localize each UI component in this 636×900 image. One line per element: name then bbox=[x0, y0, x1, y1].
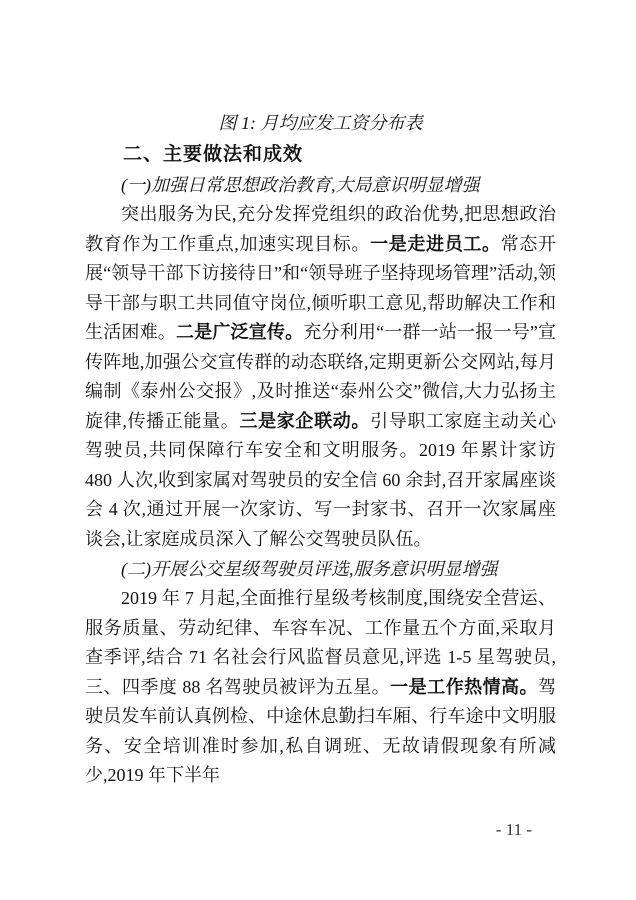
emphasis-run: 二是广泛宣传。 bbox=[175, 322, 304, 342]
figure-caption: 图 1: 月均应发工资分布表 bbox=[218, 113, 423, 133]
text-run: 突出服务为民,充分发挥党组织的政治优势,把思想政治教育作为工作重点,加速实现目标。 bbox=[85, 204, 556, 254]
emphasis-run: 一是走进员工。 bbox=[370, 233, 501, 254]
emphasis-run: 三是家企联动。 bbox=[239, 410, 371, 431]
paragraph-1 bbox=[85, 200, 556, 554]
page-number: - 11 - bbox=[495, 820, 532, 839]
document-blocks bbox=[85, 140, 556, 791]
section-heading-main: 二、主要做法和成效 bbox=[123, 144, 304, 165]
text-run: 2019 年 7 月起,全面推行星级考核制度,围绕安全营运、服务质量、劳动纪律、车容车况、工作量五个方面,采取月查季评,结合 71 名社会行风监督员意见,评选 1-5 星驾驶员,三、四季度 88 名驾驶员被评为五星。 bbox=[85, 588, 556, 697]
text-run: 常态开展“领导干部下访接待日”和“领导班子坚持现场管理”活动,领导干部与职工共同值守岗位,倾听职工意见,帮助解决工作和生活困难。 bbox=[85, 233, 557, 342]
subsection-heading-1: (一)加强日常思想政治教育,大局意识明显增强 bbox=[121, 175, 480, 195]
emphasis-run: 一是工作热情高。 bbox=[390, 676, 539, 697]
text-run: 驾驶员发车前认真例检、中途休息勤扫车厢、行车途中文明服务、安全培训准时参加,私自调班、无故请假现象有所减少,2019 年下半年 bbox=[85, 676, 557, 785]
text-run: 引导职工家庭主动关心驾驶员,共同保障行车安全和文明服务。2019 年累计家访 480 人次,收到家属对驾驶员的安全信 60 余封,召开家属座谈会 4 次,通过开展一次家访、写一封家书、召开一次家属座谈会,让家庭成员深入了解公交驾驶员队伍。 bbox=[85, 410, 557, 549]
text-run: 充分利用“一群一站一报一号”宣传阵地,加强公交宣传群的动态联络,定期更新公交网站,每月编制《泰州公交报》,及时推送“泰州公交”微信,大力弘扬主旋律,传播正能量。 bbox=[85, 322, 557, 431]
subsection-heading-2: (二)开展公交星级驾驶员评选,服务意识明显增强 bbox=[121, 559, 498, 579]
paragraph-2 bbox=[85, 584, 556, 791]
document-content bbox=[85, 108, 556, 791]
